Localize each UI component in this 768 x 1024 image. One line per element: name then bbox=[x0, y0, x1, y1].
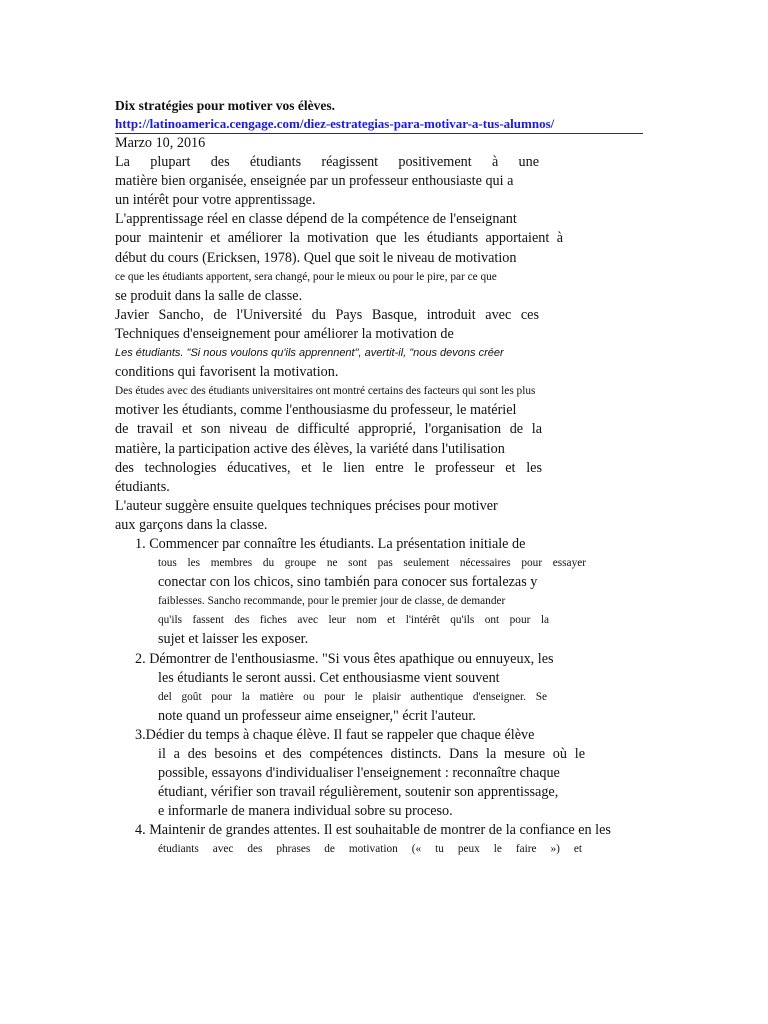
text-line: aux garçons dans la classe. bbox=[115, 516, 268, 533]
text-line: L'auteur suggère ensuite quelques techniques précises pour motiver bbox=[115, 497, 498, 514]
text-line: tous les membres du groupe ne sont pas seulement nécessaires pour essayer bbox=[158, 557, 586, 570]
list-item-4-heading: 4. Maintenir de grandes attentes. Il est souhaitable de montrer de la confiance en les bbox=[135, 822, 611, 839]
text-line: del goût pour la matière ou pour le plaisir authentique d'enseigner. Se bbox=[158, 690, 547, 703]
text-line: les étudiants le seront aussi. Cet enthousiasme vient souvent bbox=[158, 669, 500, 686]
text-line: se produit dans la salle de classe. bbox=[115, 287, 303, 304]
text-line: conditions qui favorisent la motivation. bbox=[115, 364, 339, 381]
text-line: étudiant, vérifier son travail régulièrement, soutenir son apprentissage, bbox=[158, 784, 559, 801]
text-line: ce que les étudiants apportent, sera changé, pour le mieux ou pour le pire, par ce que bbox=[115, 270, 497, 283]
document-page bbox=[115, 96, 645, 860]
text-line: début du cours (Ericksen, 1978). Quel que soit le niveau de motivation bbox=[115, 249, 517, 266]
text-line: e informarle de manera individual sobre su proceso. bbox=[158, 803, 453, 820]
text-line: possible, essayons d'individualiser l'enseignement : reconnaître chaque bbox=[158, 765, 560, 782]
document-title: Dix stratégies pour motiver vos élèves. bbox=[115, 98, 335, 113]
text-line: il a des besoins et des compétences distincts. Dans la mesure où le bbox=[158, 746, 585, 762]
text-line: L'apprentissage réel en classe dépend de la compétence de l'enseignant bbox=[115, 211, 517, 228]
list-item-2-heading: 2. Démontrer de l'enthousiasme. "Si vous êtes apathique ou ennuyeux, les bbox=[135, 650, 554, 667]
text-line: pour maintenir et améliorer la motivation que les étudiants apportaient à bbox=[115, 230, 563, 247]
text-line: note quand un professeur aime enseigner," écrit l'auteur. bbox=[158, 707, 476, 724]
text-line: Des études avec des étudiants universitaires ont montré certains des facteurs qui sont les plus bbox=[115, 385, 536, 398]
text-line: sujet et laisser les exposer. bbox=[158, 631, 309, 648]
text-line: motiver les étudiants, comme l'enthousiasme du professeur, le matériel bbox=[115, 402, 517, 419]
source-link[interactable]: http://latinoamerica.cengage.com/diez-estrategias-para-motivar-a-tus-alumnos/ bbox=[115, 115, 643, 134]
list-item-3-heading: 3.Dédier du temps à chaque élève. Il faut se rappeler que chaque élève bbox=[135, 726, 535, 743]
text-line: faiblesses. Sancho recommande, pour le premier jour de classe, de demander bbox=[158, 595, 506, 608]
text-line: La plupart des étudiants réagissent positivement à une bbox=[115, 154, 539, 171]
text-line: Javier Sancho, de l'Université du Pays Basque, introduit avec ces bbox=[115, 306, 539, 323]
text-line: matière bien organisée, enseignée par un professeur enthousiaste qui a bbox=[115, 173, 514, 190]
list-item-1-heading: 1. Commencer par connaître les étudiants. La présentation initiale de bbox=[135, 535, 526, 552]
text-line: des technologies éducatives, et le lien entre le professeur et les bbox=[115, 459, 542, 476]
document-date: Marzo 10, 2016 bbox=[115, 135, 206, 151]
text-line: matière, la participation active des élèves, la variété dans l'utilisation bbox=[115, 440, 505, 457]
text-line: un intérêt pour votre apprentissage. bbox=[115, 192, 316, 209]
text-line: conectar con los chicos, sino también para conocer sus fortalezas y bbox=[158, 574, 538, 591]
text-line: Techniques d'enseignement pour améliorer la motivation de bbox=[115, 325, 454, 342]
text-line: de travail et son niveau de difficulté approprié, l'organisation de la bbox=[115, 421, 542, 438]
text-line: Les étudiants. "Si nous voulons qu'ils apprennent", avertit-il, "nous devons créer bbox=[115, 347, 504, 360]
text-line: étudiants avec des phrases de motivation (« tu peux le faire ») et bbox=[158, 843, 582, 856]
text-line: qu'ils fassent des fiches avec leur nom et l'intérêt qu'ils ont pour la bbox=[158, 614, 549, 627]
text-line: étudiants. bbox=[115, 478, 170, 495]
